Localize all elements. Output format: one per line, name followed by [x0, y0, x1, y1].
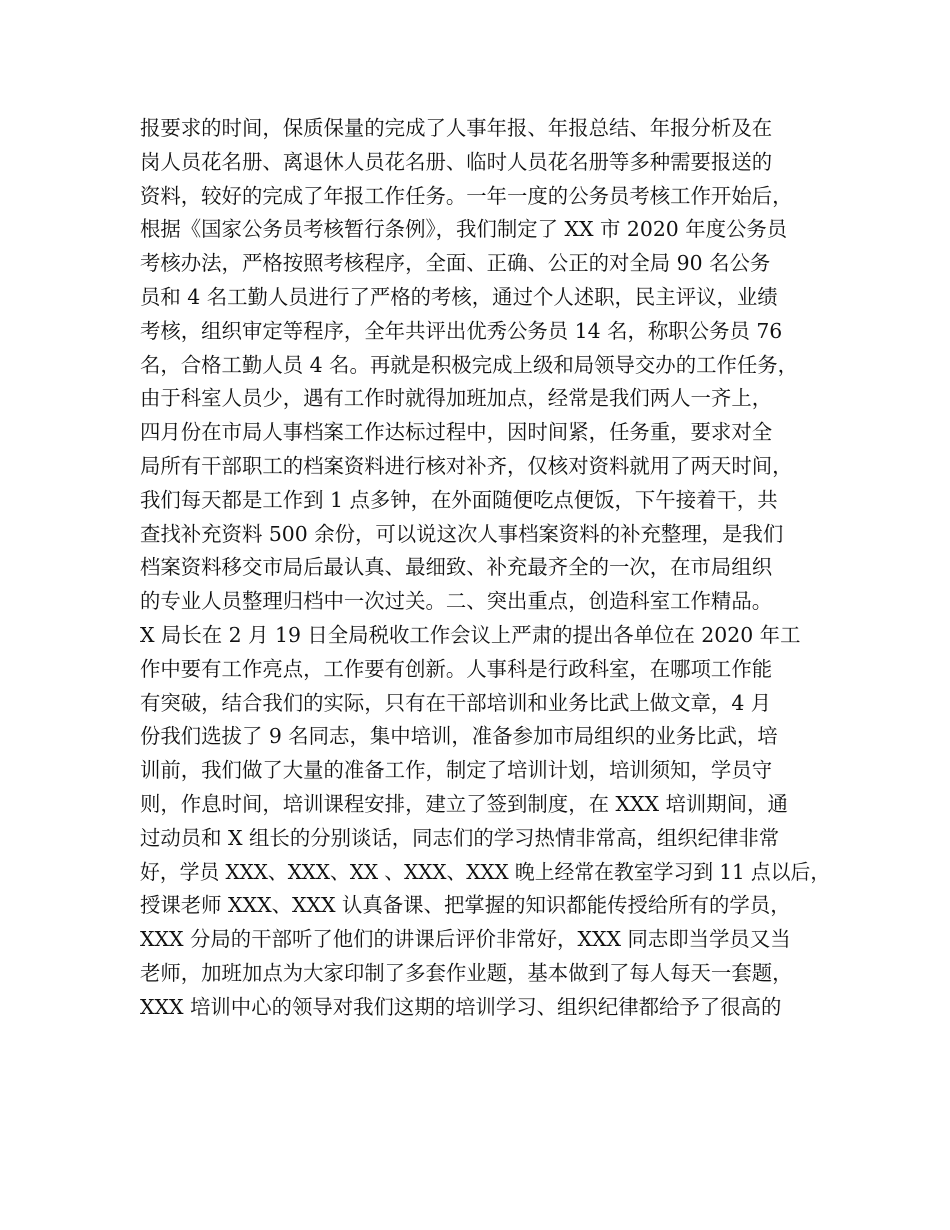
text-line: XXX 培训中心的领导对我们这期的培训学习、组织纪律都给予了很高的	[140, 994, 782, 1019]
text-line: 由于科室人员少，遇有工作时就得加班加点，经常是我们两人一齐上，	[140, 386, 773, 411]
text-line: 四月份在市局人事档案工作达标过程中，因时间紧，任务重，要求对全	[140, 420, 773, 445]
text-line: 查找补充资料 500 余份，可以说这次人事档案资料的补充整理，是我们	[140, 521, 784, 546]
text-line: 份我们选拔了 9 名同志，集中培训，准备参加市局组织的业务比武，培	[140, 724, 778, 749]
text-line: X 局长在 2 月 19 日全局税收工作会议上严肃的提出各单位在 2020 年工	[140, 622, 801, 647]
body-text	[140, 112, 830, 1025]
text-line: 报要求的时间，保质保量的完成了人事年报、年报总结、年报分析及在	[140, 116, 773, 140]
text-line: 资料，较好的完成了年报工作任务。一年一度的公务员考核工作开始后，	[140, 183, 793, 208]
text-line: 过动员和 X 组长的分别谈话，同志们的学习热情非常高，组织纪律非常	[140, 825, 780, 850]
text-line: XXX 分局的干部听了他们的讲课后评价非常好，XXX 同志即当学员又当	[140, 927, 791, 952]
text-line: 有突破，结合我们的实际，只有在干部培训和业务比武上做文章，4 月	[140, 690, 772, 715]
text-line: 则，作息时间，培训课程安排，建立了签到制度，在 XXX 培训期间，通	[140, 791, 788, 816]
text-line: 训前，我们做了大量的准备工作，制定了培训计划，培训须知，学员守	[140, 758, 773, 783]
text-line: 授课老师 XXX、XXX 认真备课、把掌握的知识都能传授给所有的学员，	[140, 893, 791, 918]
text-line: 档案资料移交市局后最认真、最细致、补充最齐全的一次，在市局组织	[140, 555, 773, 580]
text-line: 局所有干部职工的档案资料进行核对补齐，仅核对资料就用了两天时间，	[140, 453, 793, 478]
text-line: 考核，组织审定等程序，全年共评出优秀公务员 14 名，称职公务员 76	[140, 318, 783, 343]
text-line: 名，合格工勤人员 4 名。再就是积极完成上级和局领导交办的工作任务，	[140, 352, 799, 377]
text-line: 岗人员花名册、离退休人员花名册、临时人员花名册等多种需要报送的	[140, 149, 773, 174]
text-line: 好，学员 XXX、XXX、XX 、XXX、XXX 晚上经常在教室学习到 11 点以后，	[140, 859, 831, 884]
text-line: 老师，加班加点为大家印制了多套作业题，基本做到了每人每天一套题，	[140, 960, 793, 985]
text-line: 我们每天都是工作到 1 点多钟，在外面随便吃点便饭，下午接着干，共	[140, 487, 778, 512]
text-line: 的专业人员整理归档中一次过关。二、突出重点，创造科室工作精品。	[140, 589, 773, 614]
text-line: 根据《国家公务员考核暂行条例》，我们制定了 XX 市 2020 年度公务员	[140, 217, 788, 242]
text-line: 员和 4 名工勤人员进行了严格的考核，通过个人述职，民主评议，业绩	[140, 284, 778, 309]
text-line: 作中要有工作亮点，工作要有创新。人事科是行政科室，在哪项工作能	[140, 656, 773, 681]
text-line: 考核办法，严格按照考核程序，全面、正确、公正的对全局 90 名公务	[140, 251, 771, 276]
